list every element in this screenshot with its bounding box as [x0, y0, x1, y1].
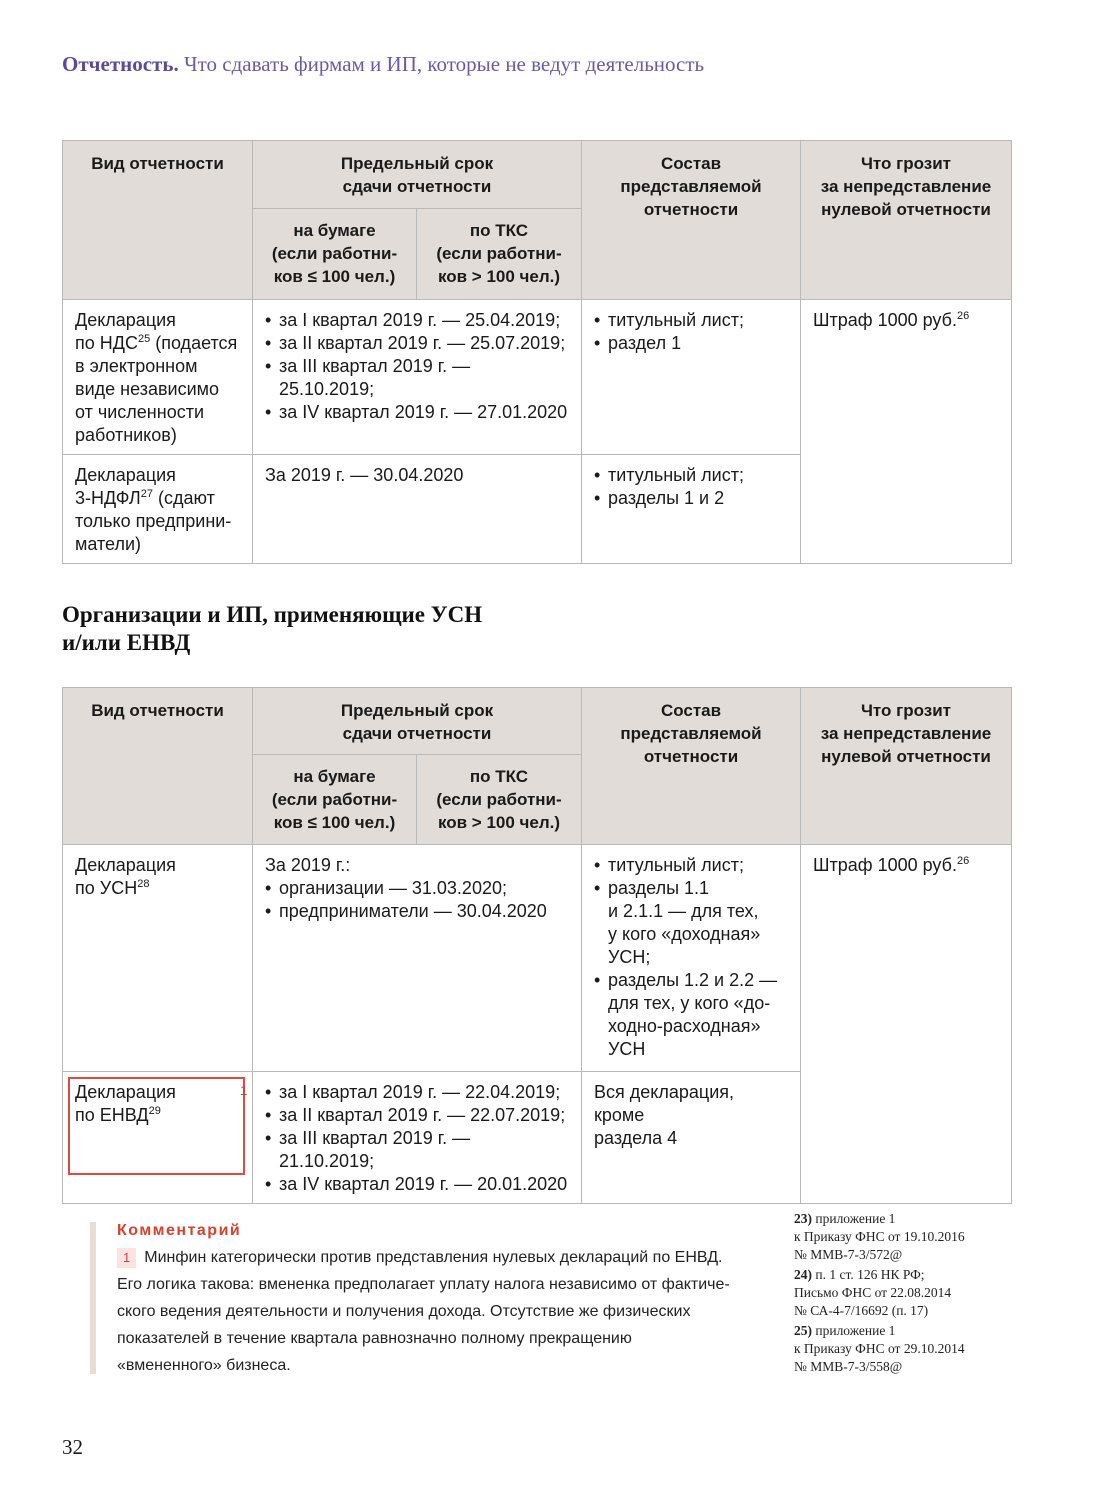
content-item: • разделы 1.2 и 2.2 — для тех, у кого «до- ходно-расходная» УСН [594, 969, 788, 1061]
footnote-item [794, 1322, 1024, 1376]
deadline-cell [253, 845, 582, 1072]
header-report-type: Вид отчетности [63, 141, 253, 300]
table-row [63, 300, 1012, 455]
deadline-item: • за III квартал 2019 г. — 21.10.2019; [265, 1127, 569, 1173]
content-item: • разделы 1.1 и 2.1.1 — для тех, у кого «доходная» УСН; [594, 877, 788, 969]
content-item: • титульный лист; [594, 309, 788, 332]
deadline-item: • предприниматели — 30.04.2020 [265, 900, 569, 923]
footnote-number: 24) [794, 1267, 812, 1282]
reporting-table-general [62, 140, 1012, 564]
report-type-cell [63, 300, 253, 455]
table-row [63, 845, 1012, 1072]
report-type-cell [63, 845, 253, 1072]
content-cell: Вся декларация, кроме раздела 4 [582, 1072, 801, 1204]
footnotes [794, 1210, 1024, 1378]
header-paper: на бумаге (если работни- ков ≤ 100 чел.) [253, 755, 417, 845]
content-item: • раздел 1 [594, 332, 788, 355]
header-report-type: Вид отчетности [63, 688, 253, 845]
content-cell [582, 300, 801, 455]
running-head-title: Что сдавать фирмам и ИП, которые не ведут деятельность [183, 52, 705, 76]
deadline-item: • за I квартал 2019 г. — 22.04.2019; [265, 1081, 569, 1104]
page-number: 32 [62, 1435, 83, 1459]
comment-text: Минфин категорически против представления нулевых деклараций по ЕНВД. Его логика такова: вмененка предполагает уплату налога независимо от фактиче-ского ведения деятельности и получения дохода. Отсутствие же физических показателей в течение квартала равнозначно полному прекращению «вмененного» бизнеса. [117, 1249, 730, 1374]
comment-title: Комментарий [117, 1222, 242, 1239]
footnote-number: 25) [794, 1323, 812, 1338]
header-deadline: Предельный срок сдачи отчетности [253, 141, 582, 209]
report-type-cell [63, 455, 253, 564]
deadline-item: • за II квартал 2019 г. — 22.07.2019; [265, 1104, 569, 1127]
header-tks: по ТКС (если работни- ков > 100 чел.) [417, 755, 582, 845]
penalty-cell [801, 845, 1012, 1204]
reporting-table-usn-envd [62, 687, 1012, 1204]
comment-body [117, 1244, 740, 1379]
header-tks: по ТКС (если работни- ков > 100 чел.) [417, 209, 582, 300]
deadline-cell [253, 1072, 582, 1204]
deadline-item: • организации — 31.03.2020; [265, 877, 569, 900]
content-cell [582, 845, 801, 1072]
running-head [62, 52, 704, 77]
penalty-text: Штраф 1000 руб. [813, 310, 957, 330]
annotation-marker: 1 [240, 1083, 248, 1098]
footnote-text: приложение 1 к Приказу ФНС от 19.10.2016 № ММВ-7-3/572@ [794, 1211, 965, 1262]
footnote-ref: 26 [956, 310, 970, 322]
report-type-name: Декларация 3-НДФЛ [75, 465, 176, 508]
deadline-cell [253, 300, 582, 455]
header-penalty: Что грозит за непредставление нулевой отчетности [801, 141, 1012, 300]
header-content: Состав представляемой отчетности [582, 688, 801, 845]
footnote-text: приложение 1 к Приказу ФНС от 29.10.2014 № ММВ-7-3/558@ [794, 1323, 965, 1374]
header-deadline: Предельный срок сдачи отчетности [253, 688, 582, 755]
footnote-ref: 27 [140, 488, 153, 500]
footnote-item [794, 1210, 1024, 1264]
comment-number-badge: 1 [117, 1248, 136, 1268]
running-head-section: Отчетность. [62, 52, 179, 76]
header-penalty: Что грозит за непредставление нулевой отчетности [801, 688, 1012, 845]
content-item: • разделы 1 и 2 [594, 487, 788, 510]
penalty-text: Штраф 1000 руб. [813, 855, 957, 875]
deadline-item: • за II квартал 2019 г. — 25.07.2019; [265, 332, 569, 355]
report-type-name: Декларация по НДС [75, 310, 176, 353]
content-cell [582, 455, 801, 564]
deadline-cell: За 2019 г. — 30.04.2020 [253, 455, 582, 564]
report-type-name: Декларация по УСН [75, 855, 176, 898]
deadline-item: • за IV квартал 2019 г. — 20.01.2020 [265, 1173, 569, 1196]
footnote-number: 23) [794, 1211, 812, 1226]
footnote-text: п. 1 ст. 126 НК РФ; Письмо ФНС от 22.08.2014 № СА-4-7/16692 (п. 17) [794, 1267, 952, 1318]
content-item: • титульный лист; [594, 854, 788, 877]
footnote-ref: 25 [137, 333, 151, 345]
comment-box [90, 1222, 740, 1374]
report-type-name: Декларация по ЕНВД [75, 1082, 176, 1125]
footnote-ref: 26 [956, 855, 970, 867]
deadline-intro: За 2019 г.: [265, 855, 351, 875]
deadline-item: • за III квартал 2019 г. — 25.10.2019; [265, 355, 569, 401]
footnote-item [794, 1266, 1024, 1320]
report-type-note: (подается в электронном виде независимо от численности работников) [75, 333, 238, 445]
penalty-cell [801, 300, 1012, 564]
header-content: Состав представляемой отчетности [582, 141, 801, 300]
content-item: • титульный лист; [594, 464, 788, 487]
section-title: Организации и ИП, применяющие УСН и/или ЕНВД [62, 602, 483, 655]
report-type-cell [63, 1072, 253, 1204]
report-type-note: (сдают только предприни- матели) [75, 488, 232, 554]
deadline-item: • за IV квартал 2019 г. — 27.01.2020 [265, 401, 569, 424]
deadline-item: • за I квартал 2019 г. — 25.04.2019; [265, 309, 569, 332]
header-paper: на бумаге (если работни- ков ≤ 100 чел.) [253, 209, 417, 300]
footnote-ref: 28 [137, 878, 150, 890]
footnote-ref: 29 [148, 1105, 161, 1117]
